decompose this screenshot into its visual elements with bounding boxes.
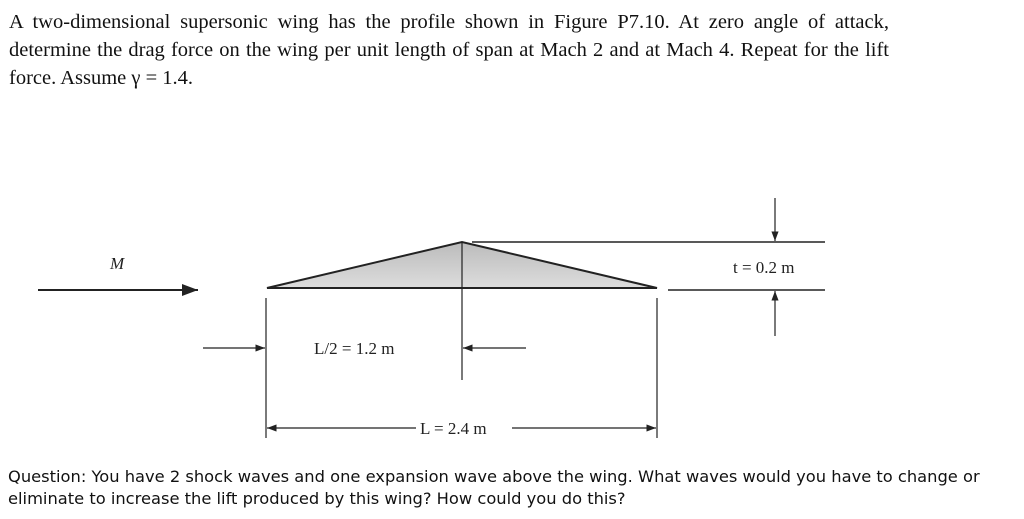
problem-statement: A two-dimensional supersonic wing has the profile shown in Figure P7.10. At zero angle of attack, determine the drag force on the wing per unit length of span at Mach 2 and at Mach 4. Repeat for the lift force. Assume γ = 1.4.: [9, 11, 889, 89]
question-text: Question: You have 2 shock waves and one expansion wave above the wing. What waves would you have to change or eliminate to increase the lift produced by this wing? How could you do this?: [8, 467, 980, 508]
chord-label: L = 2.4 m: [420, 419, 487, 438]
thickness-label: t = 0.2 m: [733, 258, 795, 277]
half-chord-label: L/2 = 1.2 m: [314, 339, 395, 358]
mach-label: M: [110, 254, 125, 273]
